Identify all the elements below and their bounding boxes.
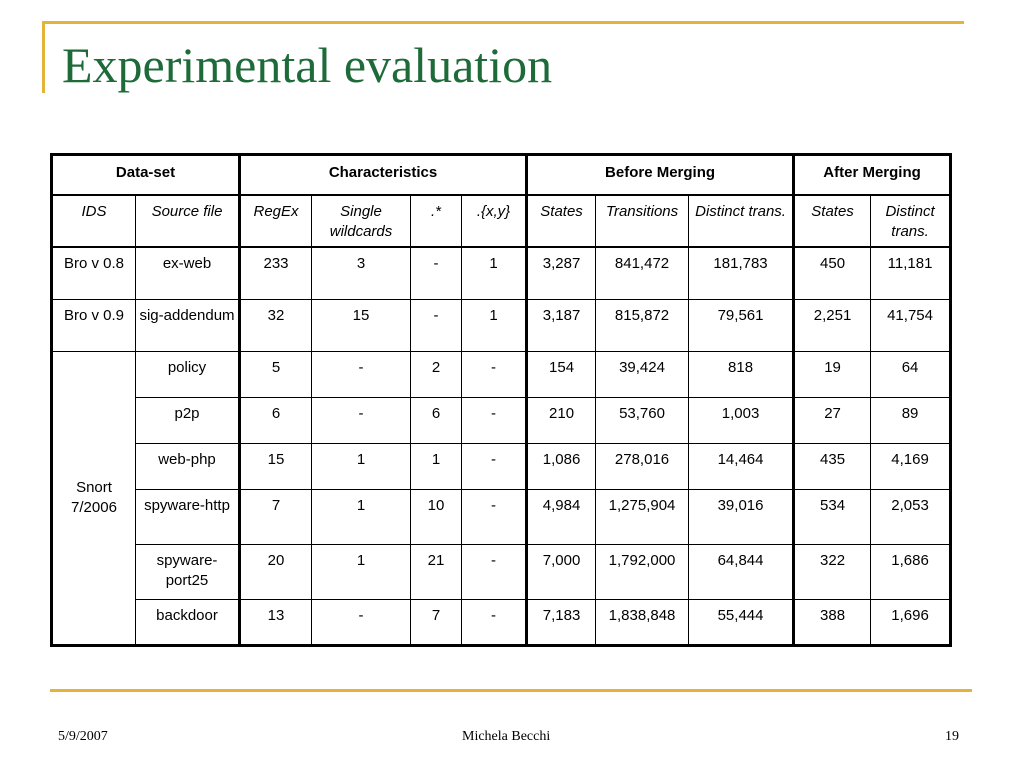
distinct-trans-cell: 39,016 (689, 490, 794, 545)
distinct-trans-cell: 64,844 (689, 545, 794, 600)
col-source-file: Source file (136, 195, 240, 247)
col-distinct-after: Distinct trans. (871, 195, 951, 247)
table-row (52, 352, 951, 398)
single-wildcards-cell: - (312, 352, 411, 398)
xy-cell: - (462, 398, 527, 444)
states-after-cell: 19 (794, 352, 871, 398)
transitions-cell: 815,872 (596, 300, 689, 352)
distinct-trans-cell: 818 (689, 352, 794, 398)
results-table (50, 153, 952, 647)
transitions-cell: 1,275,904 (596, 490, 689, 545)
distinct-trans-cell: 14,464 (689, 444, 794, 490)
states-after-cell: 2,251 (794, 300, 871, 352)
single-wildcards-cell: 15 (312, 300, 411, 352)
xy-cell: 1 (462, 247, 527, 300)
states-after-cell: 322 (794, 545, 871, 600)
regex-cell: 6 (240, 398, 312, 444)
header-row (52, 155, 951, 196)
distinct-after-cell: 41,754 (871, 300, 951, 352)
col-states-after: States (794, 195, 871, 247)
col-ids: IDS (52, 195, 136, 247)
states-cell: 210 (527, 398, 596, 444)
xy-cell: 1 (462, 300, 527, 352)
transitions-cell: 1,792,000 (596, 545, 689, 600)
source-file-cell: ex-web (136, 247, 240, 300)
table-row (52, 490, 951, 545)
table-row (52, 247, 951, 300)
source-file-cell: policy (136, 352, 240, 398)
regex-cell: 7 (240, 490, 312, 545)
distinct-trans-cell: 55,444 (689, 600, 794, 646)
ids-cell: Bro v 0.9 (52, 300, 136, 352)
col-regex: RegEx (240, 195, 312, 247)
footer-author: Michela Becchi (462, 729, 551, 744)
col-xy: .{x,y} (462, 195, 527, 247)
states-after-cell: 388 (794, 600, 871, 646)
transitions-cell: 39,424 (596, 352, 689, 398)
col-distinct-trans: Distinct trans. (689, 195, 794, 247)
left-accent-line (42, 21, 45, 93)
header-characteristics: Characteristics (240, 155, 527, 196)
distinct-after-cell: 1,696 (871, 600, 951, 646)
states-after-cell: 450 (794, 247, 871, 300)
bottom-accent-line (50, 689, 972, 692)
single-wildcards-cell: 3 (312, 247, 411, 300)
distinct-after-cell: 2,053 (871, 490, 951, 545)
dotstar-cell: - (411, 300, 462, 352)
dotstar-cell: 21 (411, 545, 462, 600)
table-row (52, 444, 951, 490)
transitions-cell: 278,016 (596, 444, 689, 490)
xy-cell: - (462, 545, 527, 600)
regex-cell: 13 (240, 600, 312, 646)
dotstar-cell: - (411, 247, 462, 300)
states-cell: 7,000 (527, 545, 596, 600)
source-file-cell: web-php (136, 444, 240, 490)
col-transitions: Transitions (596, 195, 689, 247)
source-file-cell: sig-addendum (136, 300, 240, 352)
header-before-merging: Before Merging (527, 155, 794, 196)
source-file-cell: spyware-http (136, 490, 240, 545)
distinct-trans-cell: 181,783 (689, 247, 794, 300)
states-cell: 154 (527, 352, 596, 398)
distinct-after-cell: 11,181 (871, 247, 951, 300)
distinct-after-cell: 4,169 (871, 444, 951, 490)
top-accent-line (42, 21, 964, 24)
states-after-cell: 435 (794, 444, 871, 490)
single-wildcards-cell: 1 (312, 490, 411, 545)
xy-cell: - (462, 444, 527, 490)
header-after-merging: After Merging (794, 155, 951, 196)
regex-cell: 5 (240, 352, 312, 398)
source-file-cell: spyware-port25 (136, 545, 240, 600)
table-row (52, 545, 951, 600)
subheader-row (52, 195, 951, 247)
ids-cell: Bro v 0.8 (52, 247, 136, 300)
regex-cell: 20 (240, 545, 312, 600)
source-file-cell: backdoor (136, 600, 240, 646)
dotstar-cell: 7 (411, 600, 462, 646)
table-row (52, 398, 951, 444)
table-row (52, 600, 951, 646)
transitions-cell: 53,760 (596, 398, 689, 444)
slide-title: Experimental evaluation (62, 37, 553, 93)
ids-cell-snort: Snort 7/2006 (52, 352, 136, 646)
header-dataset: Data-set (52, 155, 240, 196)
states-after-cell: 27 (794, 398, 871, 444)
footer-page-number: 19 (945, 729, 959, 744)
col-dotstar: .* (411, 195, 462, 247)
single-wildcards-cell: 1 (312, 444, 411, 490)
single-wildcards-cell: - (312, 398, 411, 444)
distinct-after-cell: 89 (871, 398, 951, 444)
dotstar-cell: 10 (411, 490, 462, 545)
single-wildcards-cell: 1 (312, 545, 411, 600)
single-wildcards-cell: - (312, 600, 411, 646)
distinct-after-cell: 1,686 (871, 545, 951, 600)
distinct-trans-cell: 79,561 (689, 300, 794, 352)
states-cell: 7,183 (527, 600, 596, 646)
states-cell: 3,187 (527, 300, 596, 352)
states-cell: 4,984 (527, 490, 596, 545)
regex-cell: 233 (240, 247, 312, 300)
distinct-after-cell: 64 (871, 352, 951, 398)
col-states: States (527, 195, 596, 247)
states-cell: 3,287 (527, 247, 596, 300)
dotstar-cell: 2 (411, 352, 462, 398)
dotstar-cell: 1 (411, 444, 462, 490)
col-single-wildcards: Single wildcards (312, 195, 411, 247)
footer-date: 5/9/2007 (58, 729, 108, 744)
xy-cell: - (462, 490, 527, 545)
transitions-cell: 1,838,848 (596, 600, 689, 646)
xy-cell: - (462, 600, 527, 646)
transitions-cell: 841,472 (596, 247, 689, 300)
xy-cell: - (462, 352, 527, 398)
states-cell: 1,086 (527, 444, 596, 490)
regex-cell: 32 (240, 300, 312, 352)
table-row (52, 300, 951, 352)
dotstar-cell: 6 (411, 398, 462, 444)
source-file-cell: p2p (136, 398, 240, 444)
states-after-cell: 534 (794, 490, 871, 545)
regex-cell: 15 (240, 444, 312, 490)
distinct-trans-cell: 1,003 (689, 398, 794, 444)
